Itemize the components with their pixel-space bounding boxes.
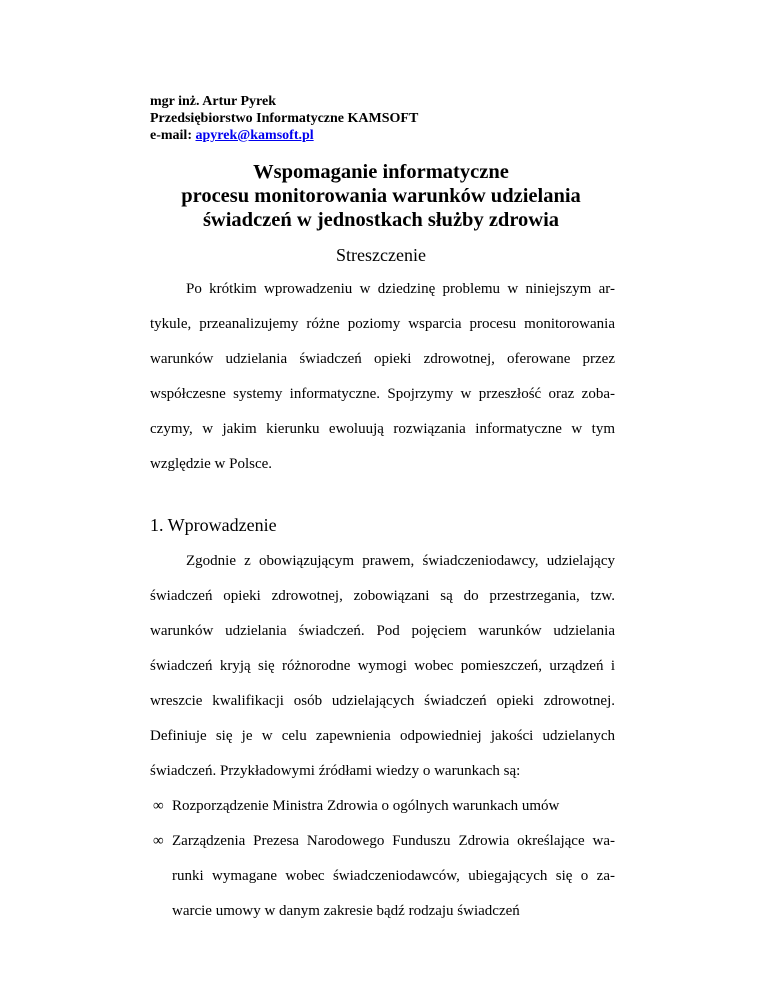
author-name: mgr inż. Artur Pyrek (150, 94, 276, 109)
body-line-7: świadczeń. Przykładowymi źródłami wiedzy o warunkach są: (150, 763, 521, 779)
email-label: e-mail: (150, 128, 196, 143)
bullet-1-line-1: Rozporządzenie Ministra Zdrowia o ogólnych warunkach umów (172, 798, 560, 814)
abstract-line-1: Po krótkim wprowadzeniu w dziedzinę problemu w niniejszym ar- (186, 281, 615, 297)
author-block (150, 93, 418, 144)
bullet-2-line-2: runki wymagane wobec świadczeniodawców, ubiegających się o za- (172, 868, 615, 884)
author-organization: Przedsiębiorstwo Informatyczne KAMSOFT (150, 111, 419, 126)
abstract-line-4: współczesne systemy informatyczne. Spojrzymy w przeszłość oraz zoba- (150, 386, 615, 402)
section-heading: 1. Wprowadzenie (150, 515, 277, 535)
abstract-line-6: względzie w Polsce. (150, 456, 273, 472)
bullet-2-line-3: warcie umowy w danym zakresie bądź rodzaju świadczeń (172, 903, 520, 919)
bullet-2-line-1: Zarządzenia Prezesa Narodowego Funduszu Zdrowia określające wa- (172, 833, 615, 849)
title-line-3: świadczeń w jednostkach służby zdrowia (202, 209, 560, 231)
abstract-heading: Streszczenie (336, 245, 426, 265)
paper-title (130, 160, 632, 232)
body-line-6: Definiuje się je w celu zapewnienia odpowiedniej jakości udzielanych (150, 728, 615, 744)
body-line-3: warunków udzielania świadczeń. Pod pojęciem warunków udzielania (150, 623, 615, 639)
abstract-line-3: warunków udzielania świadczeń opieki zdrowotnej, oferowane przez (150, 351, 615, 367)
bullet-symbol-1: ∞ (153, 798, 164, 814)
author-email-line (150, 127, 418, 144)
abstract-line-5: czymy, w jakim kierunku ewoluują rozwiązania informatyczne w tym (150, 421, 615, 437)
abstract-line-2: tykule, przeanalizujemy różne poziomy wsparcia procesu monitorowania (150, 316, 615, 332)
title-line-1: Wspomaganie informatyczne (253, 161, 509, 183)
body-line-4: świadczeń kryją się różnorodne wymogi wobec pomieszczeń, urządzeń i (150, 658, 615, 674)
body-line-1: Zgodnie z obowiązującym prawem, świadczeniodawcy, udzielający (186, 553, 615, 569)
title-line-2: procesu monitorowania warunków udzielania (181, 185, 581, 207)
body-line-5: wreszcie kwalifikacji osób udzielających świadczeń opieki zdrowotnej. (150, 693, 615, 709)
body-line-2: świadczeń opieki zdrowotnej, zobowiązani są do przestrzegania, tzw. (150, 588, 615, 604)
email-link[interactable]: apyrek@kamsoft.pl (195, 128, 314, 143)
bullet-symbol-2: ∞ (153, 833, 164, 849)
